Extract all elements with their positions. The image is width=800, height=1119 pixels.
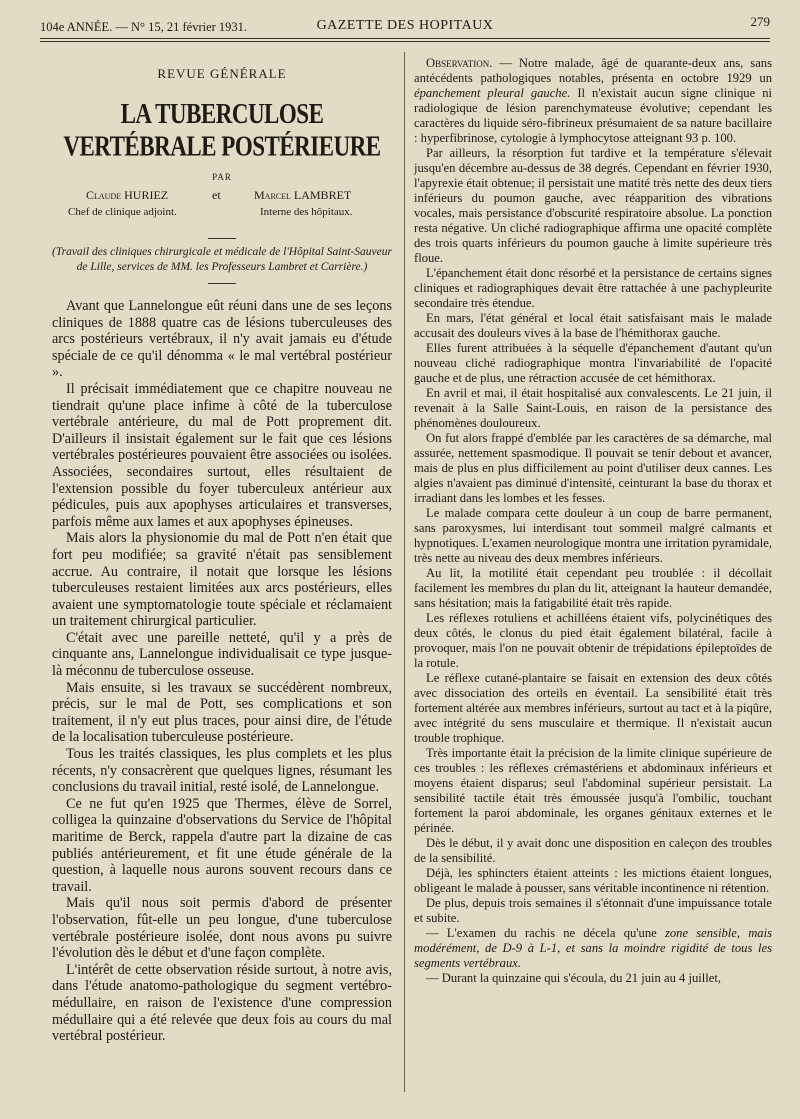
- paragraph: Ce ne fut qu'en 1925 que Thermes, élève de Sorrel, colligea la quinzaine d'observations du Service de l'hôpital maritime de Berck, rappela d'autre part la dizaine de cas publiés antérieurement, et fit une étude générale de la question, à laquelle nous aurons souvent recours dans ce travail.: [52, 795, 392, 895]
- paragraph: On fut alors frappé d'emblée par les caractères de sa démarche, mal assurée, nettement spasmodique. Il pouvait se tenir debout et avancer, mais de plus en plus difficilement au point d'utiliser deux cannes. Les algies n'avaient pas diminué d'intensité, ceinturant la base du thorax et irradiant dans les lombes et les fesses.: [414, 431, 772, 505]
- rachis-text: — L'examen du rachis ne décela qu'une: [426, 926, 657, 940]
- author-huriez-role: Chef de clinique adjoint.: [68, 206, 177, 218]
- observation-rest: Il n'existait aucun signe clinique ni radiologique de lésion parenchymateuse évolutive; cependant les caractères du liquide séro-fibrineux présumaient de sa nature bacillaire : hyperfibrinose, cytologie à lymphocytose atteignant 93 p. 100.: [414, 86, 772, 145]
- rachis-italic: zone sensible, mais modérément, de D-9 à L-1, et sans la moindre rigidité de tous les segments vertébraux.: [414, 926, 772, 970]
- paragraph: Mais alors la physionomie du mal de Pott n'en était que fort peu modifiée; sa gravité n'était pas sensiblement accrue. Au contraire, il notait que lorsque les lésions tuberculeuses restaient limitées aux arcs postérieurs, elles avaient une symptomatologie toute spéciale et réclamaient un traitement chirurgical particulier.: [52, 530, 392, 630]
- page-number: 279: [750, 14, 770, 29]
- paragraph: C'était avec une pareille netteté, qu'il y a près de cinquante ans, Lannelongue individualisait ce type jusque-là méconnu de tuberculose osseuse.: [52, 629, 392, 680]
- paragraph: Tous les traités classiques, les plus complets et les plus récents, n'y consacrèrent que quelques lignes, résumant les conclusions du travail initial, resté isolé, de Lannelongue.: [52, 746, 392, 796]
- final-line: — Durant la quinzaine qui s'écoula, du 21 juin au 4 juillet,: [426, 971, 722, 985]
- paragraph: L'intérêt de cette observation réside surtout, à notre avis, dans l'étude anatomo-pathologique du segment vertébro-médullaire, en raison de l'existence d'une compression médullaire qui a été relevée que deux fois au cours du mal vertébral postérieur.: [52, 961, 392, 1045]
- author-conjunction: et: [212, 188, 221, 202]
- issue-line: 104e ANNÉE. — N° 15, 21 février 1931.: [40, 20, 248, 34]
- left-body: [52, 298, 392, 1045]
- observation-text: — Notre malade, âgé de quarante-deux ans, sans antécédents pathologiques notables, présenta en octobre 1929 un: [414, 56, 772, 85]
- paragraph: Par ailleurs, la résorption fut tardive et la température s'élevait jusqu'en décembre au-dessus de 38 degrés. Cependant en février 1930, l'apyrexie était obtenue; il persistait une matité très nette des deux tiers inférieurs du poumon gauche, avec réapparition des vibrations vocales, mais persistance d'obscurité respiratoire absolue. La ponction resta négative. Un cliché radiographique affirma une opacité complète des trois quarts inférieurs du poumon gauche à limite supérieure très floue.: [414, 146, 772, 265]
- observation-italic: épanchement pleural gauche.: [414, 86, 571, 100]
- author-lambret: Marcel LAMBRET: [254, 188, 352, 202]
- divider: [208, 238, 236, 239]
- paragraph: En avril et mai, il était hospitalisé aux convalescents. Le 21 juin, il revenait à la Salle Saint-Louis, en raison de la persistance des phénomènes douloureux.: [414, 386, 772, 430]
- paragraph: Dès le début, il y avait donc une disposition en caleçon des troubles de la sensibilité.: [414, 836, 772, 865]
- header-rule-double: [40, 41, 770, 42]
- paragraph: Le malade compara cette douleur à un coup de barre permanent, sans paroxysmes, lui interdisant tout sommeil malgré calmants et hypnotiques. L'examen neurologique montra une irritation pyramidale, très nette au niveau des deux membres inférieurs.: [414, 506, 772, 565]
- left-column: [52, 60, 392, 1045]
- paragraph: De plus, depuis trois semaines il s'étonnait d'une impuissance totale et subite.: [414, 896, 772, 925]
- header-rule: [40, 38, 770, 39]
- paragraph: L'épanchement était donc résorbé et la persistance de certains signes cliniques et radiographiques devait être rattachée à une pachypleurite secondaire très étendue.: [414, 266, 772, 310]
- paragraph: Très importante était la précision de la limite clinique supérieure de ces troubles : les réflexes crémastériens et abdominaux inférieurs et moyens étaient disparus; seul l'abdominal supérieur persistait. La sensibilité tactile était très émoussée jusqu'à l'ombilic, touchant fortement la paroi abdominale, les organes génitaux externes et le périnée.: [414, 746, 772, 835]
- observation-paragraph: [414, 56, 772, 146]
- section-heading: REVUE GÉNÉRALE: [157, 66, 287, 81]
- divider: [208, 283, 236, 284]
- page-header: [40, 14, 770, 40]
- paragraph: Au lit, la motilité était cependant peu troublée : il décollait facilement les membres du plan du lit, atteignant la hauteur demandée, sans hésitation; mais la fatigabilité était très rapide.: [414, 566, 772, 610]
- paragraph: Mais ensuite, si les travaux se succédèrent nombreux, précis, sur le mal de Pott, ses complications et son traitement, il n'y eut plus traces, pour ainsi dire, de l'étude de la localisation tuberculeuse postérieure.: [52, 679, 392, 746]
- paragraph: Il précisait immédiatement que ce chapitre nouveau ne tiendrait qu'une place infime à côté de la tuberculose vertébrale antérieure, du mal de Pott proprement dit. D'ailleurs il insistait également sur le fait que ces lésions vertébrales postérieures pouvaient être associées ou isolées. Associées, secondaires surtout, elles résultaient de l'extension possible du foyer tuberculeux antérieur aux pédicules, puis aux apophyses articulaires et transverses, parfois même aux lames et aux apophyses épineuses.: [52, 380, 392, 530]
- rachis-paragraph: [414, 926, 772, 971]
- paragraph: Le réflexe cutané-plantaire se faisait en extension des deux côtés avec dissociation des orteils en éventail. La sensibilité était très fortement altérée aux membres inférieurs, surtout au tact et à la piqûre, avec intégrité du sens musculaire et thermique. Il n'existait aucun trouble trophique.: [414, 671, 772, 745]
- paragraph: Avant que Lannelongue eût réuni dans une de ses leçons cliniques de 1888 quatre cas de lésions tuberculeuses des arcs postérieurs vertébraux, il n'y avait jamais eu d'étude spéciale de ce qu'il dénomma « le mal vertébral postérieur ».: [52, 298, 392, 381]
- by-line: PAR: [212, 172, 232, 182]
- paragraph: En mars, l'état général et local était satisfaisant mais le malade accusait des douleurs vives à la base de l'hémithorax gauche.: [414, 311, 772, 340]
- paragraph: Déjà, les sphincters étaient atteints : les mictions étaient longues, obligeant le malade à pousser, sans véritable incontinence ni rétention.: [414, 866, 772, 895]
- observation-label: Observation.: [426, 56, 493, 70]
- column-divider: [404, 52, 405, 1092]
- article-title: LA TUBERCULOSE VERTÉBRALE POSTÉRIEURE: [63, 98, 381, 162]
- affiliation-credit: (Travail des cliniques chirurgicale et médicale de l'Hôpital Saint-Sauveur de Lille, services de MM. les Professeurs Lambret et Carrière.): [52, 246, 392, 273]
- paragraph: Elles furent attribuées à la séquelle d'épanchement d'autant qu'un nouveau cliché radiographique montra l'invariabilité de l'opacité gauche et de plus, une rétraction accusée de cet hémithorax.: [414, 341, 772, 385]
- author-huriez: Claude HURIEZ: [86, 188, 169, 202]
- authors-block: [52, 188, 392, 228]
- paragraph: Mais qu'il nous soit permis d'abord de présenter l'observation, fût-elle un peu longue, d'une tuberculose vertébrale postérieure isolée, dont nous avons pu suivre l'évolution dès le début et d'une façon complète.: [52, 895, 392, 962]
- paragraph: Les réflexes rotuliens et achilléens étaient vifs, polycinétiques des deux côtés, le clonus du pied était également bilatéral, facile à provoquer, mais l'on ne pouvait obtenir de trépidations épileptoïdes de la rotule.: [414, 611, 772, 670]
- author-lambret-role: Interne des hôpitaux.: [260, 206, 353, 218]
- journal-title: GAZETTE DES HOPITAUX: [316, 18, 494, 33]
- right-column: [414, 56, 772, 986]
